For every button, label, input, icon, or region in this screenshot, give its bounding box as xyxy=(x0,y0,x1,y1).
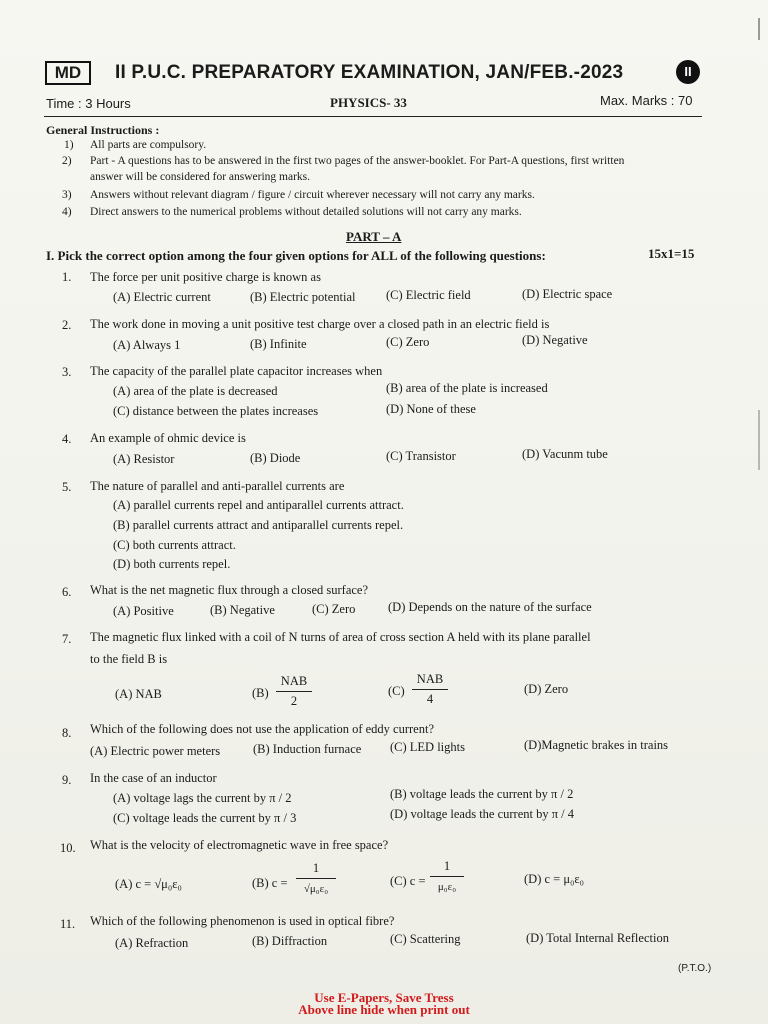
option-c-fraction xyxy=(430,859,464,894)
option-d: (D) Vacunm tube xyxy=(522,447,608,461)
option-c: (C) both currents attract. xyxy=(113,538,236,552)
option-c-fraction xyxy=(412,672,448,707)
question-number: 2. xyxy=(62,318,72,332)
option-b: (B) Infinite xyxy=(250,337,307,351)
option-b: (B) Diode xyxy=(250,451,301,465)
option-a: (A) Refraction xyxy=(115,936,189,950)
option-c: (C) Zero xyxy=(386,335,430,349)
question-text: The nature of parallel and anti-parallel currents are xyxy=(90,479,345,493)
instruction-text: All parts are compulsory. xyxy=(90,139,207,151)
option-a: (A) parallel currents repel and antiparallel currents attract. xyxy=(113,498,404,512)
question-number: 4. xyxy=(62,432,72,446)
fraction-denominator: μ₀ε₀ xyxy=(437,881,457,893)
question-text: The magnetic flux linked with a coil of N turns of area of cross section A held with its plane parallel xyxy=(90,630,591,644)
option-d: (D) None of these xyxy=(386,402,476,416)
paper-code-box: MD xyxy=(45,61,91,85)
question-number: 6. xyxy=(62,585,72,599)
option-c: (C) Scattering xyxy=(390,932,461,946)
footer-note-print: Above line hide when print out xyxy=(298,1002,470,1017)
fraction-bar xyxy=(430,876,464,877)
option-c: (C) Transistor xyxy=(386,449,456,463)
question-number: 3. xyxy=(62,365,72,379)
option-d: (D) Negative xyxy=(522,333,588,347)
footer-note: Use E-Papers, Save Tress xyxy=(314,990,454,1005)
fraction-numerator: NAB xyxy=(416,672,444,686)
fraction-denominator: √μ₀ε₀ xyxy=(303,883,329,895)
page-crease xyxy=(758,410,760,470)
fraction-bar xyxy=(412,689,448,690)
question-text: The capacity of the parallel plate capacitor increases when xyxy=(90,364,383,378)
option-c: (C) xyxy=(388,684,405,698)
subject-title: PHYSICS- 33 xyxy=(330,95,407,110)
question-text: The work done in moving a unit positive test charge over a closed path in an electric field is xyxy=(90,317,550,331)
question-text: Which of the following does not use the application of eddy current? xyxy=(90,722,434,736)
fraction-denominator: 2 xyxy=(290,694,298,708)
question-number: 11. xyxy=(60,917,76,931)
fraction-numerator: 1 xyxy=(443,859,451,873)
max-marks: Max. Marks : 70 xyxy=(600,93,693,108)
exam-time: Time : 3 Hours xyxy=(46,96,131,111)
option-a: (A) Always 1 xyxy=(113,338,181,352)
option-b: (B) Diffraction xyxy=(252,934,328,948)
instruction-number: 3) xyxy=(62,189,72,201)
option-d: (D) Total Internal Reflection xyxy=(526,931,669,945)
question-text-continued: to the field B is xyxy=(90,652,168,666)
option-b: (B) xyxy=(252,686,269,700)
option-a: (A) Resistor xyxy=(113,452,175,466)
section-marks: 15x1=15 xyxy=(648,246,695,261)
option-d: (D) Electric space xyxy=(522,287,613,301)
question-text: Which of the following phenomenon is used in optical fibre? xyxy=(90,914,395,928)
fraction-bar xyxy=(276,691,312,692)
instruction-text: Part - A questions has to be answered in the first two pages of the answer-booklet. For Part-A questions, first written xyxy=(90,155,625,167)
option-c: (C) Zero xyxy=(312,602,356,616)
question-text: An example of ohmic device is xyxy=(90,431,246,445)
please-turn-over: (P.T.O.) xyxy=(678,963,712,974)
question-number: 7. xyxy=(62,632,72,646)
page-crease xyxy=(758,18,760,40)
option-b-fraction xyxy=(276,674,312,709)
question-text: What is the net magnetic flux through a closed surface? xyxy=(90,583,369,597)
question-number: 1. xyxy=(62,270,72,284)
option-a: (A) area of the plate is decreased xyxy=(113,384,278,398)
question-number: 5. xyxy=(62,480,72,494)
fraction-numerator: 1 xyxy=(312,861,320,875)
instruction-number: 4) xyxy=(62,206,72,218)
option-c: (C) distance between the plates increases xyxy=(113,404,319,418)
option-c: (C) Electric field xyxy=(386,288,471,302)
option-d: (D) voltage leads the current by π / 4 xyxy=(390,807,575,821)
instruction-text: answer will be considered for answering marks. xyxy=(90,171,311,183)
year-badge: II xyxy=(676,60,700,84)
question-number: 8. xyxy=(62,726,72,740)
question-number: 10. xyxy=(60,841,76,855)
option-c: (C) c = xyxy=(390,874,426,888)
question-text: The force per unit positive charge is known as xyxy=(90,270,321,284)
option-b-fraction xyxy=(296,861,336,896)
part-heading: PART – A xyxy=(346,229,402,244)
fraction-numerator: NAB xyxy=(280,674,308,688)
option-d: (D) Depends on the nature of the surface xyxy=(388,600,592,614)
question-text: In the case of an inductor xyxy=(90,771,217,785)
instruction-number: 2) xyxy=(62,155,72,167)
option-c: (C) voltage leads the current by π / 3 xyxy=(113,811,297,825)
option-a: (A) Positive xyxy=(113,604,174,618)
option-d: (D) both currents repel. xyxy=(113,557,231,571)
option-d: (D) Zero xyxy=(524,682,569,696)
option-c: (C) LED lights xyxy=(390,740,465,754)
option-a: (A) NAB xyxy=(115,687,162,701)
fraction-bar xyxy=(296,878,336,879)
option-b: (B) area of the plate is increased xyxy=(386,381,548,395)
option-a: (A) c = √μ₀ε₀ xyxy=(115,877,182,891)
option-b: (B) Electric potential xyxy=(250,290,356,304)
question-number: 9. xyxy=(62,773,72,787)
instruction-number: 1) xyxy=(64,139,74,151)
instructions-heading: General Instructions : xyxy=(46,123,160,137)
option-b: (B) c = xyxy=(252,876,288,890)
fraction-denominator: 4 xyxy=(426,692,434,706)
option-d: (D) c = μ₀ε₀ xyxy=(524,872,584,886)
question-text: What is the velocity of electromagnetic wave in free space? xyxy=(90,838,389,852)
option-d: (D)Magnetic brakes in trains xyxy=(524,738,669,752)
instruction-text: Answers without relevant diagram / figure / circuit wherever necessary will not carry any marks. xyxy=(90,189,535,201)
instruction-text: Direct answers to the numerical problems without detailed solutions will not carry any marks. xyxy=(90,206,522,218)
option-b: (B) voltage leads the current by π / 2 xyxy=(390,787,574,801)
option-b: (B) Induction furnace xyxy=(253,742,362,756)
option-a: (A) voltage lags the current by π / 2 xyxy=(113,791,292,805)
option-b: (B) Negative xyxy=(210,603,275,617)
option-a: (A) Electric power meters xyxy=(90,744,221,758)
exam-title: II P.U.C. PREPARATORY EXAMINATION, JAN/FEB.-2023 xyxy=(115,62,624,83)
option-a: (A) Electric current xyxy=(113,290,211,304)
option-b: (B) parallel currents attract and antiparallel currents repel. xyxy=(113,518,404,532)
section-title: I. Pick the correct option among the four given options for ALL of the following questions: xyxy=(46,248,546,263)
header-divider xyxy=(44,116,702,117)
